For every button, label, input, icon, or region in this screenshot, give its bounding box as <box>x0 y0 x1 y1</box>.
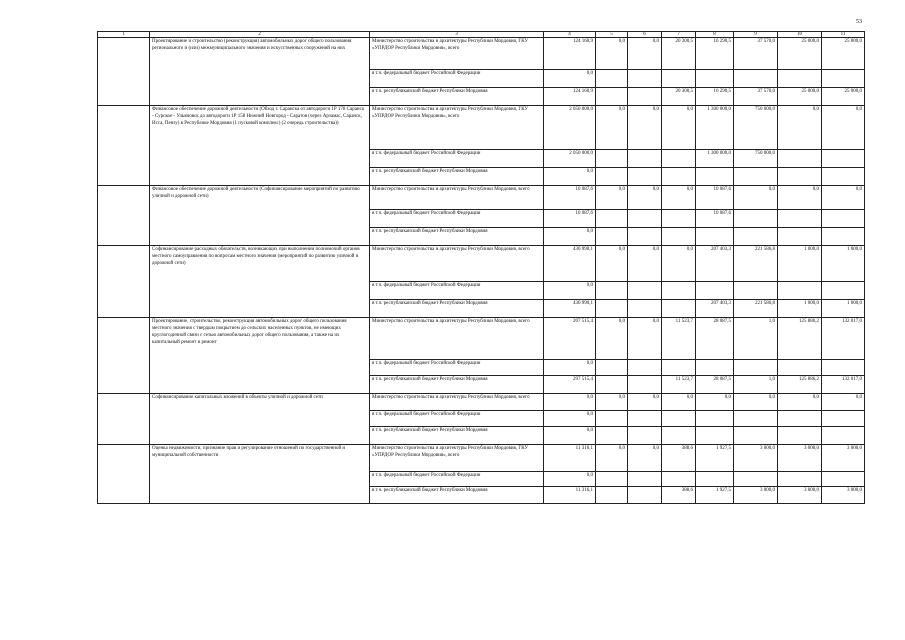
amount-cell <box>734 360 778 376</box>
amount-cell: 3 000,0 <box>734 487 778 504</box>
amount-cell <box>596 282 628 300</box>
amount-cell <box>822 210 865 228</box>
amount-cell <box>628 427 662 445</box>
row-number-cell <box>98 445 150 504</box>
amount-cell <box>734 411 778 427</box>
funding-source: Министерство строительства и архитектуры Республики Мордовия, всего <box>370 186 544 210</box>
funding-source: Министерство строительства и архитектуры Республики Мордовия, ГКУ «УПРДОР Республики Мордовия», всего <box>370 106 544 150</box>
amount-cell: 0,0 <box>662 186 696 210</box>
table-row <box>98 186 865 210</box>
table-row <box>98 246 865 282</box>
amount-cell <box>596 376 628 394</box>
funding-source: в т.ч. республиканский бюджет Республики Мордовия <box>370 427 544 445</box>
amount-cell <box>734 228 778 246</box>
amount-cell <box>628 88 662 106</box>
funding-source: в т.ч. республиканский бюджет Республики Мордовия <box>370 88 544 106</box>
amount-cell: 0,0 <box>822 186 865 210</box>
amount-cell: 0,0 <box>778 186 822 210</box>
amount-cell <box>778 427 822 445</box>
amount-cell <box>734 282 778 300</box>
amount-cell: 0,0 <box>596 106 628 150</box>
amount-cell: 25 000,0 <box>822 38 865 70</box>
amount-cell <box>628 228 662 246</box>
amount-cell: 28 087,5 <box>696 318 734 360</box>
funding-source: в т.ч. республиканский бюджет Республики Мордовия <box>370 376 544 394</box>
amount-cell: 1 927,5 <box>696 487 734 504</box>
funding-source: Министерство строительства и архитектуры Республики Мордовия, ГКУ «УПРДОР Республики Мордовия», всего <box>370 445 544 472</box>
amount-cell: 0,0 <box>544 360 596 376</box>
page-number: 53 <box>856 19 862 25</box>
amount-cell <box>696 360 734 376</box>
amount-cell <box>662 168 696 186</box>
funding-source: в т.ч. федеральный бюджет Российской Федерации <box>370 210 544 228</box>
amount-cell: 207 515,4 <box>544 318 596 360</box>
column-number: 2 <box>150 32 370 38</box>
amount-cell: 11 523,7 <box>662 318 696 360</box>
amount-cell: 3 000,0 <box>778 445 822 472</box>
amount-cell <box>628 376 662 394</box>
amount-cell: 10 087,6 <box>544 186 596 210</box>
amount-cell: 25 000,0 <box>778 88 822 106</box>
amount-cell: 10 087,6 <box>544 210 596 228</box>
amount-cell <box>822 282 865 300</box>
amount-cell: 0,0 <box>822 106 865 150</box>
amount-cell: 1,0 <box>734 318 778 360</box>
amount-cell: 0,0 <box>628 318 662 360</box>
amount-cell <box>696 472 734 487</box>
amount-cell: 0,0 <box>544 70 596 88</box>
amount-cell: 20 300,5 <box>662 38 696 70</box>
amount-cell: 0,0 <box>662 394 696 411</box>
amount-cell: 0,0 <box>662 246 696 282</box>
amount-cell <box>734 168 778 186</box>
amount-cell <box>662 150 696 168</box>
funding-source: в т.ч. республиканский бюджет Республики Мордовия <box>370 228 544 246</box>
amount-cell <box>662 210 696 228</box>
amount-cell: 0,0 <box>628 394 662 411</box>
amount-cell <box>822 411 865 427</box>
column-number: 4 <box>544 32 596 38</box>
amount-cell: 0,0 <box>734 394 778 411</box>
funding-source: в т.ч. республиканский бюджет Республики Мордовия <box>370 300 544 318</box>
amount-cell <box>596 210 628 228</box>
amount-cell: 0,0 <box>596 445 628 472</box>
amount-cell <box>822 150 865 168</box>
amount-cell: 37 570,0 <box>734 88 778 106</box>
amount-cell: 16 290,5 <box>696 38 734 70</box>
table-row <box>98 445 865 472</box>
amount-cell <box>822 228 865 246</box>
amount-cell: 125 886,2 <box>778 376 822 394</box>
amount-cell <box>696 411 734 427</box>
funding-source: Министерство строительства и архитектуры Республики Мордовия, всего <box>370 394 544 411</box>
amount-cell: 16 290,5 <box>696 88 734 106</box>
amount-cell <box>696 427 734 445</box>
amount-cell: 297 515,4 <box>544 376 596 394</box>
column-number: 5 <box>596 32 628 38</box>
amount-cell: 11 316,1 <box>544 445 596 472</box>
amount-cell: 125 886,2 <box>778 318 822 360</box>
measure-name: Проектирование и строительство (реконструкция) автомобильных дорог общего пользования регионального и (или) межмуниципального значения и искусственных сооружений на них <box>150 38 370 106</box>
amount-cell: 0,0 <box>822 394 865 411</box>
amount-cell <box>734 210 778 228</box>
amount-cell: 2 050 000,0 <box>544 150 596 168</box>
table-row <box>98 394 865 411</box>
amount-cell <box>778 150 822 168</box>
amount-cell <box>822 472 865 487</box>
amount-cell: 0,0 <box>628 186 662 210</box>
row-number-cell <box>98 38 150 106</box>
amount-cell <box>662 300 696 318</box>
amount-cell <box>596 411 628 427</box>
amount-cell: 0,0 <box>628 445 662 472</box>
amount-cell: 20 300,5 <box>662 88 696 106</box>
amount-cell: 0,0 <box>544 394 596 411</box>
amount-cell <box>596 150 628 168</box>
amount-cell: 0,0 <box>662 106 696 150</box>
measure-name: Оценка недвижимости, признание прав и регулирование отношений по государственной и муниципальной собственности <box>150 445 370 504</box>
amount-cell <box>628 150 662 168</box>
amount-cell: 430 990,1 <box>544 246 596 282</box>
amount-cell: 0,0 <box>628 106 662 150</box>
amount-cell <box>596 472 628 487</box>
amount-cell: 132 017,0 <box>822 376 865 394</box>
amount-cell: 207 403,3 <box>696 246 734 282</box>
amount-cell: 25 000,0 <box>778 38 822 70</box>
amount-cell: 3 000,0 <box>734 445 778 472</box>
amount-cell <box>596 427 628 445</box>
amount-cell: 1,0 <box>734 376 778 394</box>
amount-cell <box>734 427 778 445</box>
table-row <box>98 38 865 70</box>
amount-cell <box>822 427 865 445</box>
amount-cell: 221 586,8 <box>734 300 778 318</box>
amount-cell <box>778 70 822 88</box>
amount-cell: 3 000,0 <box>822 487 865 504</box>
amount-cell: 388,6 <box>662 487 696 504</box>
amount-cell: 11 523,7 <box>662 376 696 394</box>
amount-cell: 1 300 000,0 <box>696 150 734 168</box>
amount-cell: 0,0 <box>596 318 628 360</box>
amount-cell <box>778 411 822 427</box>
funding-source: в т.ч. федеральный бюджет Российской Федерации <box>370 360 544 376</box>
amount-cell: 11 316,1 <box>544 487 596 504</box>
amount-cell: 1 000,0 <box>778 246 822 282</box>
amount-cell: 0,0 <box>544 427 596 445</box>
amount-cell: 0,0 <box>596 246 628 282</box>
funding-source: в т.ч. федеральный бюджет Российской Федерации <box>370 282 544 300</box>
funding-source: Министерство строительства и архитектуры Республики Мордовия, ГКУ «УПРДОР Республики Мордовия», всего <box>370 38 544 70</box>
amount-cell <box>596 300 628 318</box>
amount-cell: 207 403,3 <box>696 300 734 318</box>
amount-cell: 25 000,0 <box>822 88 865 106</box>
funding-source: в т.ч. федеральный бюджет Российской Федерации <box>370 150 544 168</box>
funding-source: в т.ч. федеральный бюджет Российской Федерации <box>370 411 544 427</box>
amount-cell <box>662 70 696 88</box>
amount-cell <box>696 168 734 186</box>
amount-cell <box>596 487 628 504</box>
amount-cell <box>596 168 628 186</box>
amount-cell <box>628 210 662 228</box>
amount-cell <box>628 472 662 487</box>
column-number: 10 <box>778 32 822 38</box>
column-number: 9 <box>734 32 778 38</box>
amount-cell <box>596 228 628 246</box>
measure-name: Финансовое обеспечение дорожной деятельности (Софинансирование мероприятий по развитию уличной и дорожной сети) <box>150 186 370 246</box>
row-number-cell <box>98 186 150 246</box>
amount-cell <box>778 210 822 228</box>
amount-cell: 1 000,0 <box>778 300 822 318</box>
amount-cell <box>596 88 628 106</box>
amount-cell <box>778 472 822 487</box>
funding-source: в т.ч. республиканский бюджет Республики Мордовия <box>370 168 544 186</box>
column-number: 3 <box>370 32 544 38</box>
amount-cell <box>596 70 628 88</box>
amount-cell: 0,0 <box>778 394 822 411</box>
amount-cell <box>628 70 662 88</box>
amount-cell <box>662 228 696 246</box>
amount-cell <box>822 70 865 88</box>
amount-cell: 0,0 <box>628 38 662 70</box>
amount-cell <box>662 282 696 300</box>
amount-cell: 0,0 <box>596 38 628 70</box>
row-number-cell <box>98 394 150 445</box>
amount-cell <box>734 70 778 88</box>
amount-cell: 0,0 <box>544 411 596 427</box>
amount-cell: 0,0 <box>544 472 596 487</box>
amount-cell: 0,0 <box>544 282 596 300</box>
amount-cell: 1 000,0 <box>822 300 865 318</box>
row-number-cell <box>98 106 150 186</box>
amount-cell <box>778 360 822 376</box>
measure-name: Проектирование, строительство, реконструкция автомобильных дорог общего пользования местного значения с твердым покрытием до сельских населенных пунктов, не имеющих круглогодичной связи с сетью автомобильных дорог общего пользования, а также на их капитальный ремонт и ремонт <box>150 318 370 394</box>
amount-cell <box>778 168 822 186</box>
amount-cell: 1 000,0 <box>822 246 865 282</box>
column-number: 6 <box>628 32 662 38</box>
amount-cell: 132 017,0 <box>822 318 865 360</box>
budget-table <box>97 31 865 504</box>
funding-source: в т.ч. республиканский бюджет Республики Мордовия <box>370 487 544 504</box>
measure-name: Софинансирование расходных обязательств, возникающих при выполнении полномочий органов местного самоуправления по вопросам местного значения (мероприятий по развитию уличной и дорожной сети) <box>150 246 370 318</box>
amount-cell: 3 000,0 <box>822 445 865 472</box>
table-row <box>98 106 865 150</box>
amount-cell: 124 160,9 <box>544 88 596 106</box>
amount-cell <box>778 282 822 300</box>
amount-cell: 0,0 <box>544 168 596 186</box>
amount-cell <box>822 360 865 376</box>
amount-cell: 1 927,5 <box>696 445 734 472</box>
amount-cell: 221 586,8 <box>734 246 778 282</box>
amount-cell <box>662 411 696 427</box>
amount-cell: 430 990,1 <box>544 300 596 318</box>
amount-cell: 0,0 <box>596 394 628 411</box>
amount-cell <box>628 282 662 300</box>
amount-cell: 0,0 <box>696 394 734 411</box>
funding-source: Министерство строительства и архитектуры Республики Мордовия, всего <box>370 318 544 360</box>
amount-cell <box>696 70 734 88</box>
amount-cell <box>662 427 696 445</box>
column-number: 1 <box>98 32 150 38</box>
amount-cell <box>628 300 662 318</box>
amount-cell <box>696 228 734 246</box>
amount-cell: 0,0 <box>734 186 778 210</box>
measure-name: Софинансирование капитальных вложений в объекты уличной и дорожной сети <box>150 394 370 445</box>
amount-cell: 124 160,9 <box>544 38 596 70</box>
amount-cell <box>778 228 822 246</box>
amount-cell <box>696 282 734 300</box>
amount-cell <box>628 168 662 186</box>
amount-cell: 10 087,6 <box>696 186 734 210</box>
amount-cell: 0,0 <box>596 186 628 210</box>
row-number-cell <box>98 246 150 318</box>
row-number-cell <box>98 318 150 394</box>
amount-cell: 750 000,0 <box>734 150 778 168</box>
amount-cell <box>628 411 662 427</box>
amount-cell <box>662 360 696 376</box>
column-number: 8 <box>696 32 734 38</box>
amount-cell <box>596 360 628 376</box>
funding-source: в т.ч. федеральный бюджет Российской Федерации <box>370 472 544 487</box>
amount-cell: 750 000,0 <box>734 106 778 150</box>
amount-cell: 37 570,0 <box>734 38 778 70</box>
table-row <box>98 318 865 360</box>
amount-cell: 388,6 <box>662 445 696 472</box>
funding-source: в т.ч. федеральный бюджет Российской Федерации <box>370 70 544 88</box>
amount-cell: 10 087,6 <box>696 210 734 228</box>
measure-name: Финансовое обеспечение дорожной деятельности (Обход г. Саранска от автодороги 1Р 178 Саранск - Сурское - Ульяновск до автодороги 1Р 158 Нижний Новгород - Саратов (через Арзамас, Саранск, Исса, Пензу) в Республике Мордовия (1 пусковой комплекс) (2 очередь строительства)) <box>150 106 370 186</box>
amount-cell <box>628 487 662 504</box>
amount-cell: 2 050 000,0 <box>544 106 596 150</box>
amount-cell: 0,0 <box>628 246 662 282</box>
amount-cell: 3 000,0 <box>778 487 822 504</box>
column-number: 11 <box>822 32 865 38</box>
amount-cell <box>628 360 662 376</box>
amount-cell: 0,0 <box>544 228 596 246</box>
amount-cell <box>662 472 696 487</box>
amount-cell: 0,0 <box>778 106 822 150</box>
amount-cell: 28 087,5 <box>696 376 734 394</box>
column-number: 7 <box>662 32 696 38</box>
funding-source: Министерство строительства и архитектуры Республики Мордовия, всего <box>370 246 544 282</box>
amount-cell: 1 300 000,0 <box>696 106 734 150</box>
amount-cell <box>822 168 865 186</box>
amount-cell <box>734 472 778 487</box>
